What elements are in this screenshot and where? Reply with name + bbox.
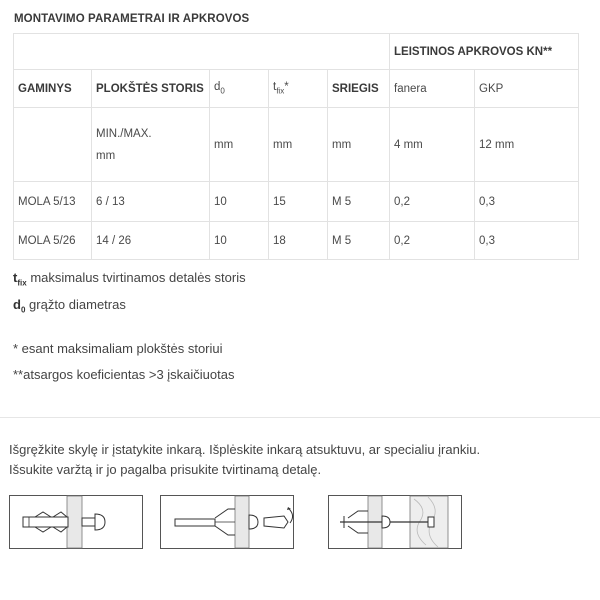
col-header-board-thickness: PLOKŠTĖS STORIS bbox=[92, 70, 210, 108]
col-header-thread: SRIEGIS bbox=[328, 70, 390, 108]
table-group-header-row bbox=[14, 34, 579, 70]
page-title: MONTAVIMO PARAMETRAI IR APKROVOS bbox=[14, 13, 250, 25]
table-cell: 6 / 13 bbox=[92, 182, 210, 222]
table-cell: 0,3 bbox=[475, 182, 579, 222]
step-1-insert-anchor-illustration bbox=[9, 495, 143, 549]
instructions bbox=[9, 440, 594, 480]
table-row bbox=[14, 222, 579, 260]
table-cell: mm bbox=[328, 108, 390, 182]
table-row bbox=[14, 182, 579, 222]
table-cell: 0,2 bbox=[390, 182, 475, 222]
table-cell: 14 / 26 bbox=[92, 222, 210, 260]
table-cell: 10 bbox=[210, 182, 269, 222]
table-units-row bbox=[14, 108, 579, 182]
table-cell: MIN./MAX. mm bbox=[92, 108, 210, 182]
allowed-loads-header: LEISTINOS APKROVOS KN** bbox=[390, 34, 579, 70]
col-header-tfix: $t_{fix}*$ bbox=[269, 70, 328, 108]
col-header-product: GAMINYS bbox=[14, 70, 92, 108]
table-cell bbox=[14, 108, 92, 182]
d0-definition: $d_0$ grąžto diametras bbox=[13, 297, 126, 315]
table-cell: MOLA 5/26 bbox=[14, 222, 92, 260]
parameters-table bbox=[13, 33, 579, 260]
step-2-expand-anchor-illustration bbox=[160, 495, 294, 549]
step-3-fasten-part-illustration bbox=[328, 495, 462, 549]
table-cell: 4 mm bbox=[390, 108, 475, 182]
col-header-gkp: GKP bbox=[475, 70, 579, 108]
footnote-1: * esant maksimaliam plokštės storiui bbox=[13, 341, 223, 356]
table-cell: mm bbox=[210, 108, 269, 182]
tfix-definition: $t_{fix}$ maksimalus tvirtinamos detalės storis bbox=[13, 270, 246, 288]
instruction-line-1: Išgręžkite skylę ir įstatykite inkarą. Išplėskite inkarą atsuktuvu, ar specialiu įrankiu. bbox=[9, 442, 481, 457]
table-cell: 12 mm bbox=[475, 108, 579, 182]
table-cell: 0,3 bbox=[475, 222, 579, 260]
table-header-row bbox=[14, 70, 579, 108]
table-cell: 15 bbox=[269, 182, 328, 222]
table-cell: 18 bbox=[269, 222, 328, 260]
table-cell: 0,2 bbox=[390, 222, 475, 260]
table-cell: M 5 bbox=[328, 222, 390, 260]
instruction-line-2: Išsukite varžtą ir jo pagalba prisukite tvirtinamą detalę. bbox=[9, 462, 322, 477]
table-cell: M 5 bbox=[328, 182, 390, 222]
col-header-plywood: fanera bbox=[390, 70, 475, 108]
table-cell: 10 bbox=[210, 222, 269, 260]
col-header-d0: $d_0$ bbox=[210, 70, 269, 108]
table-empty-header-cell bbox=[14, 34, 390, 70]
table-cell: mm bbox=[269, 108, 328, 182]
divider bbox=[0, 417, 600, 418]
table-cell: MOLA 5/13 bbox=[14, 182, 92, 222]
footnote-2: **atsargos koeficientas >3 įskaičiuotas bbox=[13, 367, 235, 382]
